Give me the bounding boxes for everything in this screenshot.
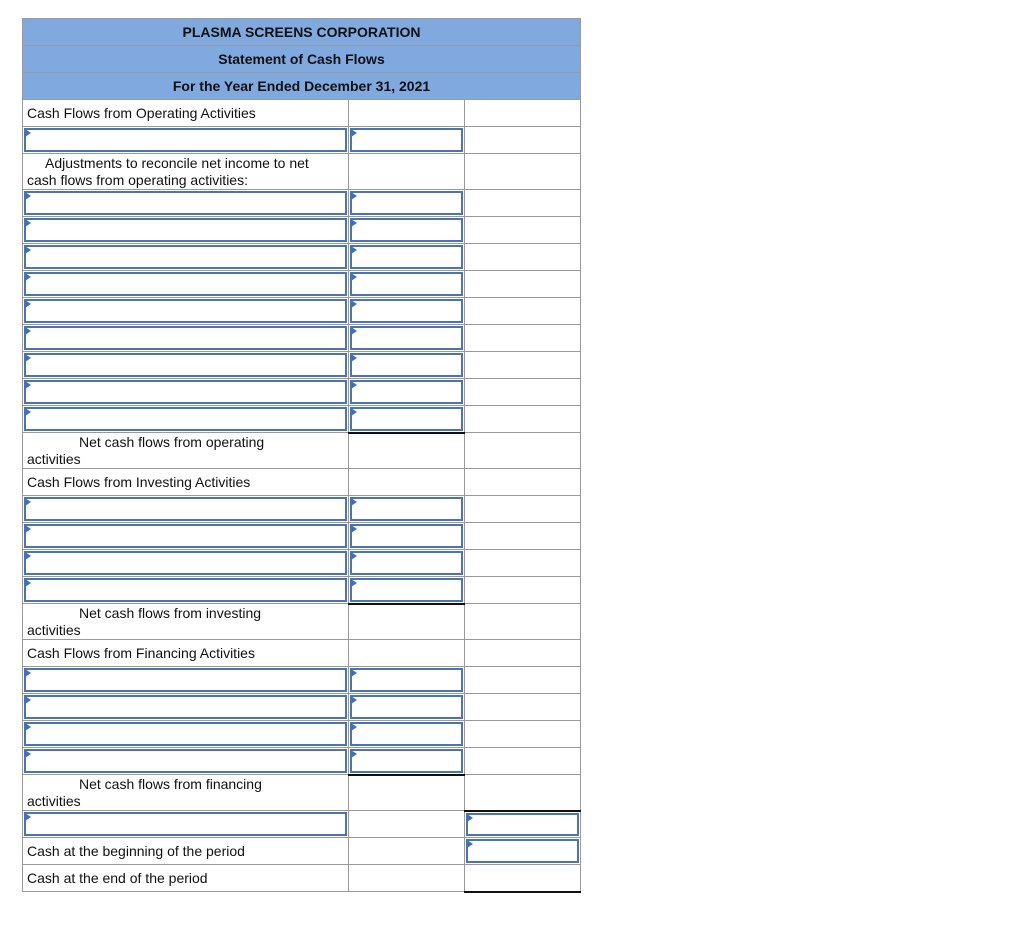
amount-input[interactable] (349, 496, 464, 523)
input-box[interactable] (350, 551, 462, 575)
input-box[interactable] (466, 839, 579, 863)
input-box[interactable] (350, 695, 462, 719)
statement-row (23, 217, 581, 244)
statement-row (23, 523, 581, 550)
account-name-input[interactable] (23, 352, 349, 379)
input-box[interactable] (24, 272, 347, 296)
statement-row (23, 694, 581, 721)
account-name-input[interactable] (23, 811, 349, 838)
empty-cell (464, 667, 580, 694)
account-name-input[interactable] (23, 667, 349, 694)
row-label (23, 469, 349, 496)
input-box[interactable] (24, 218, 347, 242)
account-name-input[interactable] (23, 325, 349, 352)
statement-row (23, 865, 581, 892)
row-label-text: Cash at the beginning of the period (27, 842, 245, 859)
account-name-input[interactable] (23, 244, 349, 271)
input-box[interactable] (24, 326, 347, 350)
empty-cell (464, 604, 580, 640)
amount-input[interactable] (349, 298, 464, 325)
statement-row (23, 469, 581, 496)
input-box[interactable] (350, 353, 462, 377)
input-box[interactable] (350, 578, 462, 602)
input-box[interactable] (24, 128, 347, 152)
empty-cell (464, 721, 580, 748)
row-label-text: Cash Flows from Investing Activities (27, 473, 251, 490)
empty-cell (464, 865, 580, 892)
input-box[interactable] (24, 551, 347, 575)
amount-input[interactable] (349, 721, 464, 748)
input-box[interactable] (350, 191, 462, 215)
row-label (23, 433, 349, 469)
account-name-input[interactable] (23, 694, 349, 721)
account-name-input[interactable] (23, 217, 349, 244)
account-name-input[interactable] (23, 721, 349, 748)
statement-row (23, 100, 581, 127)
empty-cell (464, 217, 580, 244)
amount-input[interactable] (349, 577, 464, 604)
amount-input[interactable] (349, 217, 464, 244)
row-label (23, 604, 349, 640)
row-label (23, 838, 349, 865)
row-label (23, 865, 349, 892)
row-label-text: Cash Flows from Operating Activities (27, 104, 256, 121)
input-box[interactable] (350, 524, 462, 548)
empty-cell (349, 640, 464, 667)
input-box[interactable] (350, 722, 462, 746)
empty-cell (464, 748, 580, 775)
empty-cell (464, 550, 580, 577)
empty-cell (349, 865, 464, 892)
row-label-text: Adjustments to reconcile net income to net (45, 154, 309, 171)
amount-input[interactable] (349, 127, 464, 154)
empty-cell (464, 154, 580, 190)
statement-row (23, 811, 581, 838)
statement-row (23, 244, 581, 271)
row-label-text-cont: activities (27, 621, 81, 638)
row-label-text-cont: activities (27, 792, 81, 809)
input-box[interactable] (24, 353, 347, 377)
account-name-input[interactable] (23, 127, 349, 154)
input-box[interactable] (24, 497, 347, 521)
statement-row (23, 433, 581, 469)
input-box[interactable] (24, 524, 347, 548)
account-name-input[interactable] (23, 577, 349, 604)
empty-cell (464, 469, 580, 496)
statement-period: For the Year Ended December 31, 2021 (23, 73, 581, 100)
account-name-input[interactable] (23, 190, 349, 217)
statement-row (23, 325, 581, 352)
amount-input[interactable] (349, 523, 464, 550)
input-box[interactable] (24, 578, 347, 602)
input-box[interactable] (350, 218, 462, 242)
row-label-text-cont: activities (27, 450, 81, 467)
empty-cell (464, 352, 580, 379)
input-box[interactable] (350, 380, 462, 404)
account-name-input[interactable] (23, 271, 349, 298)
statement-row (23, 190, 581, 217)
statement-row (23, 721, 581, 748)
statement-row (23, 667, 581, 694)
empty-cell (464, 100, 580, 127)
row-label-text: Cash Flows from Financing Activities (27, 644, 255, 661)
amount-input[interactable] (349, 352, 464, 379)
account-name-input[interactable] (23, 523, 349, 550)
input-box[interactable] (350, 299, 462, 323)
input-box[interactable] (24, 722, 347, 746)
empty-cell (349, 604, 464, 640)
amount-input[interactable] (349, 325, 464, 352)
empty-cell (464, 406, 580, 433)
statement-row (23, 604, 581, 640)
amount-input[interactable] (349, 244, 464, 271)
statement-row (23, 154, 581, 190)
empty-cell (464, 127, 580, 154)
row-label (23, 154, 349, 190)
account-name-input[interactable] (23, 496, 349, 523)
amount-input[interactable] (349, 190, 464, 217)
row-label-text-cont: cash flows from operating activities: (27, 171, 248, 188)
statement-row (23, 406, 581, 433)
account-name-input[interactable] (23, 748, 349, 775)
input-box[interactable] (24, 812, 347, 836)
input-box[interactable] (24, 695, 347, 719)
empty-cell (464, 244, 580, 271)
row-label-text: Net cash flows from financing (79, 775, 262, 792)
row-label (23, 100, 349, 127)
statement-row (23, 352, 581, 379)
empty-cell (464, 325, 580, 352)
amount-input[interactable] (349, 748, 464, 775)
empty-cell (464, 694, 580, 721)
row-label (23, 775, 349, 811)
statement-row (23, 775, 581, 811)
statement-title: Statement of Cash Flows (23, 46, 581, 73)
empty-cell (464, 298, 580, 325)
statement-row (23, 577, 581, 604)
statement-row (23, 127, 581, 154)
account-name-input[interactable] (23, 298, 349, 325)
statement-row (23, 271, 581, 298)
empty-cell (464, 379, 580, 406)
input-box[interactable] (350, 497, 462, 521)
input-box[interactable] (350, 128, 462, 152)
account-name-input[interactable] (23, 379, 349, 406)
input-box[interactable] (466, 813, 579, 837)
cash-flow-statement-table (22, 18, 581, 893)
empty-cell (349, 775, 464, 811)
amount-input[interactable] (464, 811, 580, 838)
empty-cell (464, 775, 580, 811)
statement-row (23, 748, 581, 775)
empty-cell (464, 496, 580, 523)
empty-cell (349, 154, 464, 190)
input-box[interactable] (24, 380, 347, 404)
input-box[interactable] (350, 407, 462, 431)
empty-cell (349, 433, 464, 469)
company-name: PLASMA SCREENS CORPORATION (23, 19, 581, 46)
empty-cell (349, 811, 464, 838)
row-label-text: Cash at the end of the period (27, 869, 208, 886)
empty-cell (464, 523, 580, 550)
account-name-input[interactable] (23, 550, 349, 577)
row-label (23, 640, 349, 667)
amount-input[interactable] (349, 406, 464, 433)
statement-row (23, 379, 581, 406)
input-box[interactable] (24, 299, 347, 323)
statement-row (23, 838, 581, 865)
account-name-input[interactable] (23, 406, 349, 433)
empty-cell (349, 838, 464, 865)
input-box[interactable] (24, 245, 347, 269)
amount-input[interactable] (349, 550, 464, 577)
statement-row (23, 298, 581, 325)
amount-input[interactable] (349, 379, 464, 406)
statement-row (23, 550, 581, 577)
input-box[interactable] (350, 326, 462, 350)
empty-cell (464, 577, 580, 604)
row-label-text: Net cash flows from investing (79, 604, 262, 621)
row-label-text: Net cash flows from operating (79, 433, 265, 450)
amount-input[interactable] (349, 667, 464, 694)
input-box[interactable] (350, 668, 462, 692)
empty-cell (464, 640, 580, 667)
amount-input[interactable] (349, 271, 464, 298)
amount-input[interactable] (349, 694, 464, 721)
input-box[interactable] (24, 407, 347, 431)
input-box[interactable] (24, 668, 347, 692)
empty-cell (349, 469, 464, 496)
statement-row (23, 496, 581, 523)
input-box[interactable] (350, 245, 462, 269)
empty-cell (464, 190, 580, 217)
empty-cell (349, 100, 464, 127)
input-box[interactable] (350, 272, 462, 296)
input-box[interactable] (24, 749, 347, 773)
empty-cell (464, 271, 580, 298)
amount-input[interactable] (464, 838, 580, 865)
input-box[interactable] (24, 191, 347, 215)
statement-row (23, 640, 581, 667)
empty-cell (464, 433, 580, 469)
input-box[interactable] (350, 749, 462, 773)
